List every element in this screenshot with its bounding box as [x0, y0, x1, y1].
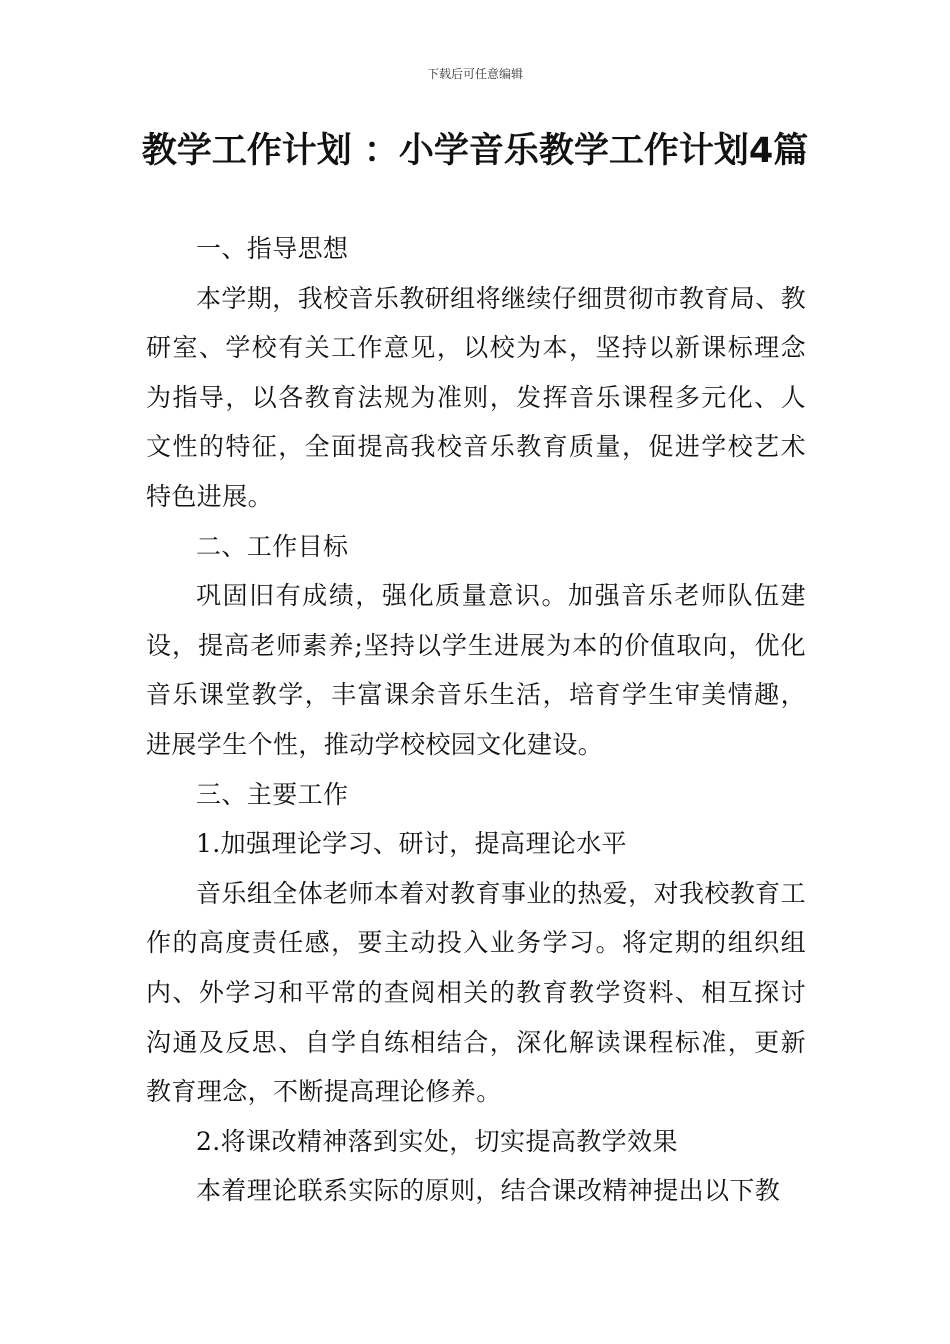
- section-heading-main-work: 三、主要工作: [196, 779, 349, 809]
- subheading-curriculum-reform: 2.将课改精神落到实处，切实提高教学效果: [196, 1126, 678, 1156]
- section-heading-guiding-ideology: 一、指导思想: [196, 234, 349, 263]
- document-title: 教学工作计划 ：小学音乐教学工作计划4篇: [141, 131, 809, 171]
- paragraph: 巩固旧有成绩，强化质量意识。加强音乐老师队伍建设，提高老师素养;坚持以学生进展为本的价值取向，优化音乐课堂教学，丰富课余音乐生活，培育学生审美情趣，进展学生个性，推动学校校园文化建设。: [146, 581, 806, 759]
- document-body: [146, 224, 806, 1216]
- section-heading-work-goals: 二、工作目标: [196, 531, 349, 561]
- paragraph: 音乐组全体老师本着对教育事业的热爱，对我校教育工作的高度责任感，要主动投入业务学习。将定期的组织组内、外学习和平常的查阅相关的教育教学资料、相互探讨沟通及反思、自学自练相结合，深化解读课程标准，更新教育理念，不断提高理论修养。: [146, 878, 806, 1107]
- paragraph: 本着理论联系实际的原则，结合课改精神提出以下教: [196, 1176, 781, 1206]
- header-note: 下载后可任意编辑: [426, 67, 523, 81]
- subheading-theory-study: 1.加强理论学习、研讨，提高理论水平: [196, 829, 628, 859]
- paragraph: 本学期，我校音乐教研组将继续仔细贯彻市教育局、教研室、学校有关工作意见，以校为本，坚持以新课标理念为指导，以各教育法规为准则，发挥音乐课程多元化、人文性的特征，全面提高我校音乐教育质量，促进学校艺术特色进展。: [146, 283, 806, 511]
